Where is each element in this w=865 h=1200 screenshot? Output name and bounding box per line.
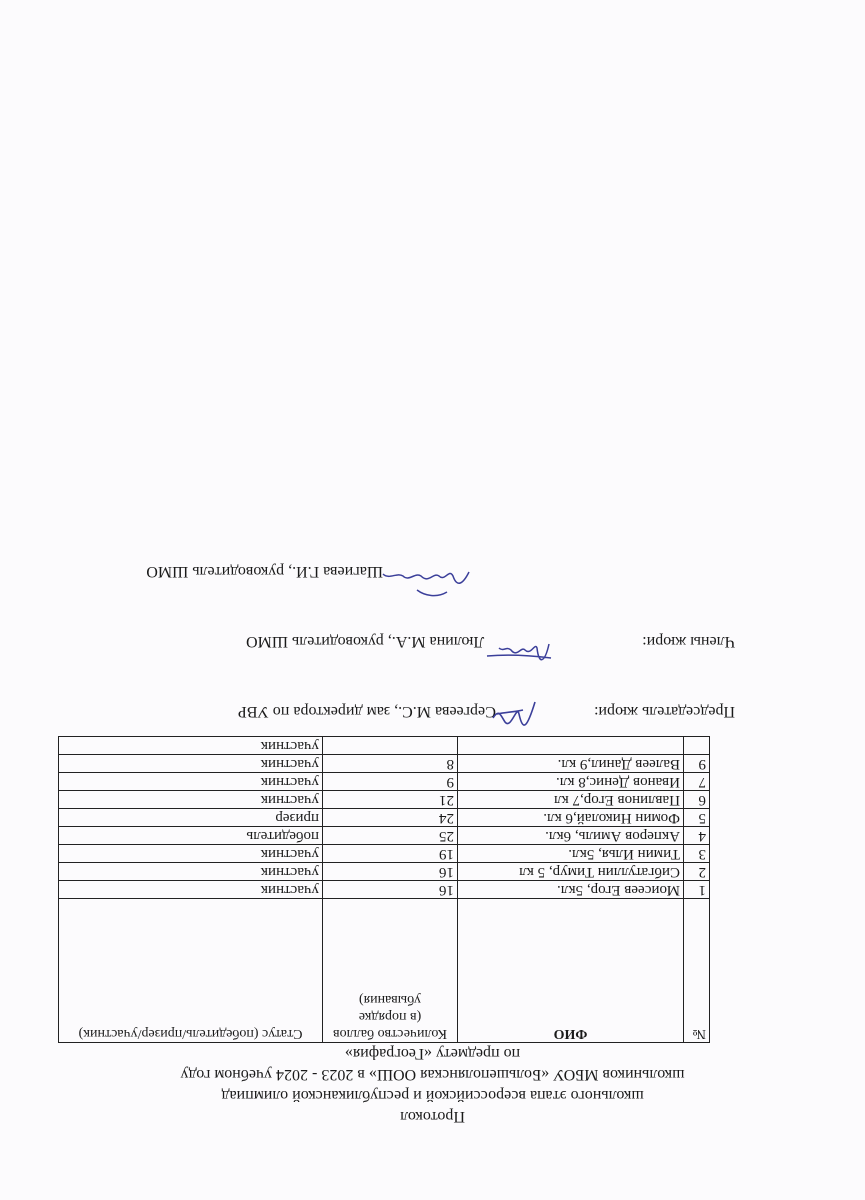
- participant-status: участник: [59, 773, 323, 791]
- participant-status: участник: [59, 791, 323, 809]
- table-row: [59, 755, 710, 773]
- protocol-subtitle-line2: школьников МБОУ «Большеполянская ООШ» в 2023 - 2024 учебном году: [180, 1066, 685, 1083]
- participant-name: Павлинов Егор,7 кл: [458, 791, 684, 809]
- table-row: [59, 863, 710, 881]
- participant-status: участник: [59, 881, 323, 899]
- participant-status: победитель: [59, 827, 323, 845]
- participant-score: 19: [323, 845, 458, 863]
- table-row: [59, 827, 710, 845]
- participant-score: [323, 737, 458, 755]
- participant-name: Тимин Илья, 5кл.: [458, 845, 684, 863]
- col-score-header: Количество баллов (в порядке убывания): [323, 899, 458, 1043]
- row-number: 3: [684, 845, 710, 863]
- table-row: [59, 845, 710, 863]
- row-number: 9: [684, 755, 710, 773]
- participant-name: Акперов Амиль, 6кл.: [458, 827, 684, 845]
- participant-score: 25: [323, 827, 458, 845]
- member2-name: Шагиева Г.И., руководитель ШМО: [146, 563, 383, 580]
- row-number: 5: [684, 809, 710, 827]
- protocol-title: Протокол: [400, 1108, 465, 1125]
- member1-name: Люлина М.А., руководитель ШМО: [246, 633, 485, 650]
- participant-score: 16: [323, 881, 458, 899]
- table-row: [59, 791, 710, 809]
- participant-name: Валеев Данил,9 кл.: [458, 755, 684, 773]
- table-row: [59, 773, 710, 791]
- row-number: 1: [684, 881, 710, 899]
- protocol-header: [0, 1043, 865, 1127]
- table-row: [59, 737, 710, 755]
- participant-score: 9: [323, 773, 458, 791]
- row-number: 4: [684, 827, 710, 845]
- member1-signature: [483, 632, 555, 672]
- results-table: [58, 736, 710, 1043]
- participant-name: Иванов Денис,8 кл.: [458, 773, 684, 791]
- table-row: [59, 881, 710, 899]
- participant-status: участник: [59, 737, 323, 755]
- row-number: 2: [684, 863, 710, 881]
- participant-name: Фомин Николай,6 кл.: [458, 809, 684, 827]
- participant-score: 21: [323, 791, 458, 809]
- row-number: [684, 737, 710, 755]
- participant-status: участник: [59, 863, 323, 881]
- participant-score: 24: [323, 809, 458, 827]
- participant-status: призер: [59, 809, 323, 827]
- table-row: [59, 809, 710, 827]
- chair-label: Председатель жюри:: [594, 703, 735, 720]
- participant-name: Сибгатуллин Тимур, 5 кл: [458, 863, 684, 881]
- col-name-header: ФИО: [458, 899, 684, 1043]
- row-number: 7: [684, 773, 710, 791]
- row-number: 6: [684, 791, 710, 809]
- participant-status: участник: [59, 845, 323, 863]
- participant-score: 16: [323, 863, 458, 881]
- col-status-header: Статус (победитель/призер/участник): [59, 899, 323, 1043]
- protocol-subtitle-line1: школьного этапа всероссийской и республиканской олимпиад: [221, 1087, 644, 1104]
- table-header-row: [59, 899, 710, 1043]
- member2-signature: [377, 556, 477, 602]
- participant-status: участник: [59, 755, 323, 773]
- col-number-header: №: [684, 899, 710, 1043]
- chair-signature: [485, 692, 545, 738]
- participant-name: [458, 737, 684, 755]
- protocol-subject: по предмету «География»: [344, 1045, 521, 1062]
- chair-name: Сергеева М.С., зам директора по УВР: [237, 703, 496, 720]
- participant-name: Моисеев Егор, 5кл.: [458, 881, 684, 899]
- members-label: Члены жюри:: [642, 633, 735, 650]
- participant-score: 8: [323, 755, 458, 773]
